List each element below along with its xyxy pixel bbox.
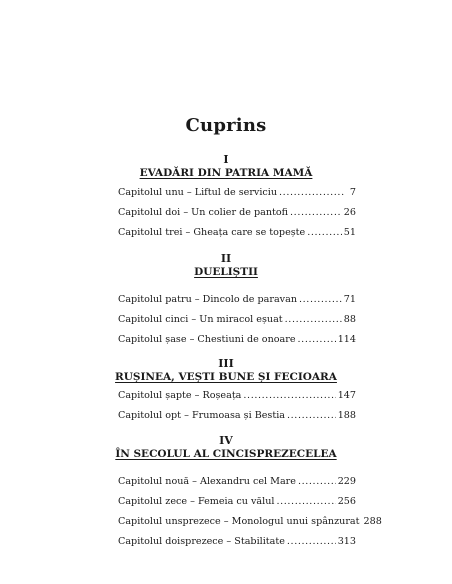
entry-label: Capitolul trei – Gheața care se topește [118,227,306,238]
leader-dots [285,314,342,326]
part-title-4: ÎN SECOLUL AL CINCISPREZECELEA [115,448,337,460]
entry-page-number: 51 [343,227,356,238]
leader-dots [307,227,342,239]
leader-dots [276,496,335,508]
leader-dots [279,187,344,199]
entry-label: Capitolul nouă – Alexandru cel Mare [118,476,296,487]
part-title-2: DUELIȘTII [194,266,258,278]
part-number-2: II [220,252,232,265]
entry-page-number: 188 [337,410,356,421]
part-number-4: IV [219,434,233,447]
page-title: Cuprins [185,115,267,136]
toc-entry [118,516,382,528]
leader-dots [298,476,336,488]
toc-entry [118,314,356,326]
entry-label: Capitolul doisprezece – Stabilitate [118,536,285,547]
toc-entry [118,476,356,488]
entry-page-number: 114 [337,334,356,345]
entry-page-number: 88 [343,314,356,325]
toc-entry [118,207,356,219]
entry-label: Capitolul șase – Chestiuni de onoare [118,334,296,345]
part-title-3: RUȘINEA, VEȘTI BUNE ȘI FECIOARA [115,371,337,383]
leader-dots [243,390,335,402]
toc-entry [118,294,356,306]
entry-page-number: 147 [337,390,356,401]
entry-page-number: 7 [349,187,356,198]
entry-label: Capitolul unsprezece – Monologul unui spânzurat [118,516,360,527]
part-title-1: EVADĂRI DIN PATRIA MAMĂ [139,167,313,179]
toc-entry [118,496,356,508]
entry-page-number: 288 [363,516,382,527]
entry-page-number: 71 [343,294,356,305]
toc-entry [118,390,356,402]
leader-dots [287,536,336,548]
leader-dots [298,334,336,346]
toc-entry [118,334,356,346]
entry-label: Capitolul patru – Dincolo de paravan [118,294,297,305]
entry-page-number: 313 [337,536,356,547]
entry-label: Capitolul opt – Frumoasa și Bestia [118,410,285,421]
entry-page-number: 256 [337,496,356,507]
entry-label: Capitolul cinci – Un miracol eșuat [118,314,283,325]
toc-entry [118,410,356,422]
entry-label: Capitolul șapte – Roșeața [118,390,242,401]
part-number-1: I [223,153,229,166]
leader-dots [290,207,342,219]
leader-dots [287,410,336,422]
entry-label: Capitolul unu – Liftul de serviciu [118,187,278,198]
toc-entry [118,227,356,239]
toc-entry [118,536,356,548]
entry-label: Capitolul doi – Un colier de pantofi [118,207,289,218]
part-number-3: III [218,357,234,370]
entry-page-number: 229 [337,476,356,487]
toc-entry [118,187,356,199]
leader-dots [299,294,342,306]
entry-page-number: 26 [343,207,356,218]
entry-label: Capitolul zece – Femeia cu vălul [118,496,275,507]
